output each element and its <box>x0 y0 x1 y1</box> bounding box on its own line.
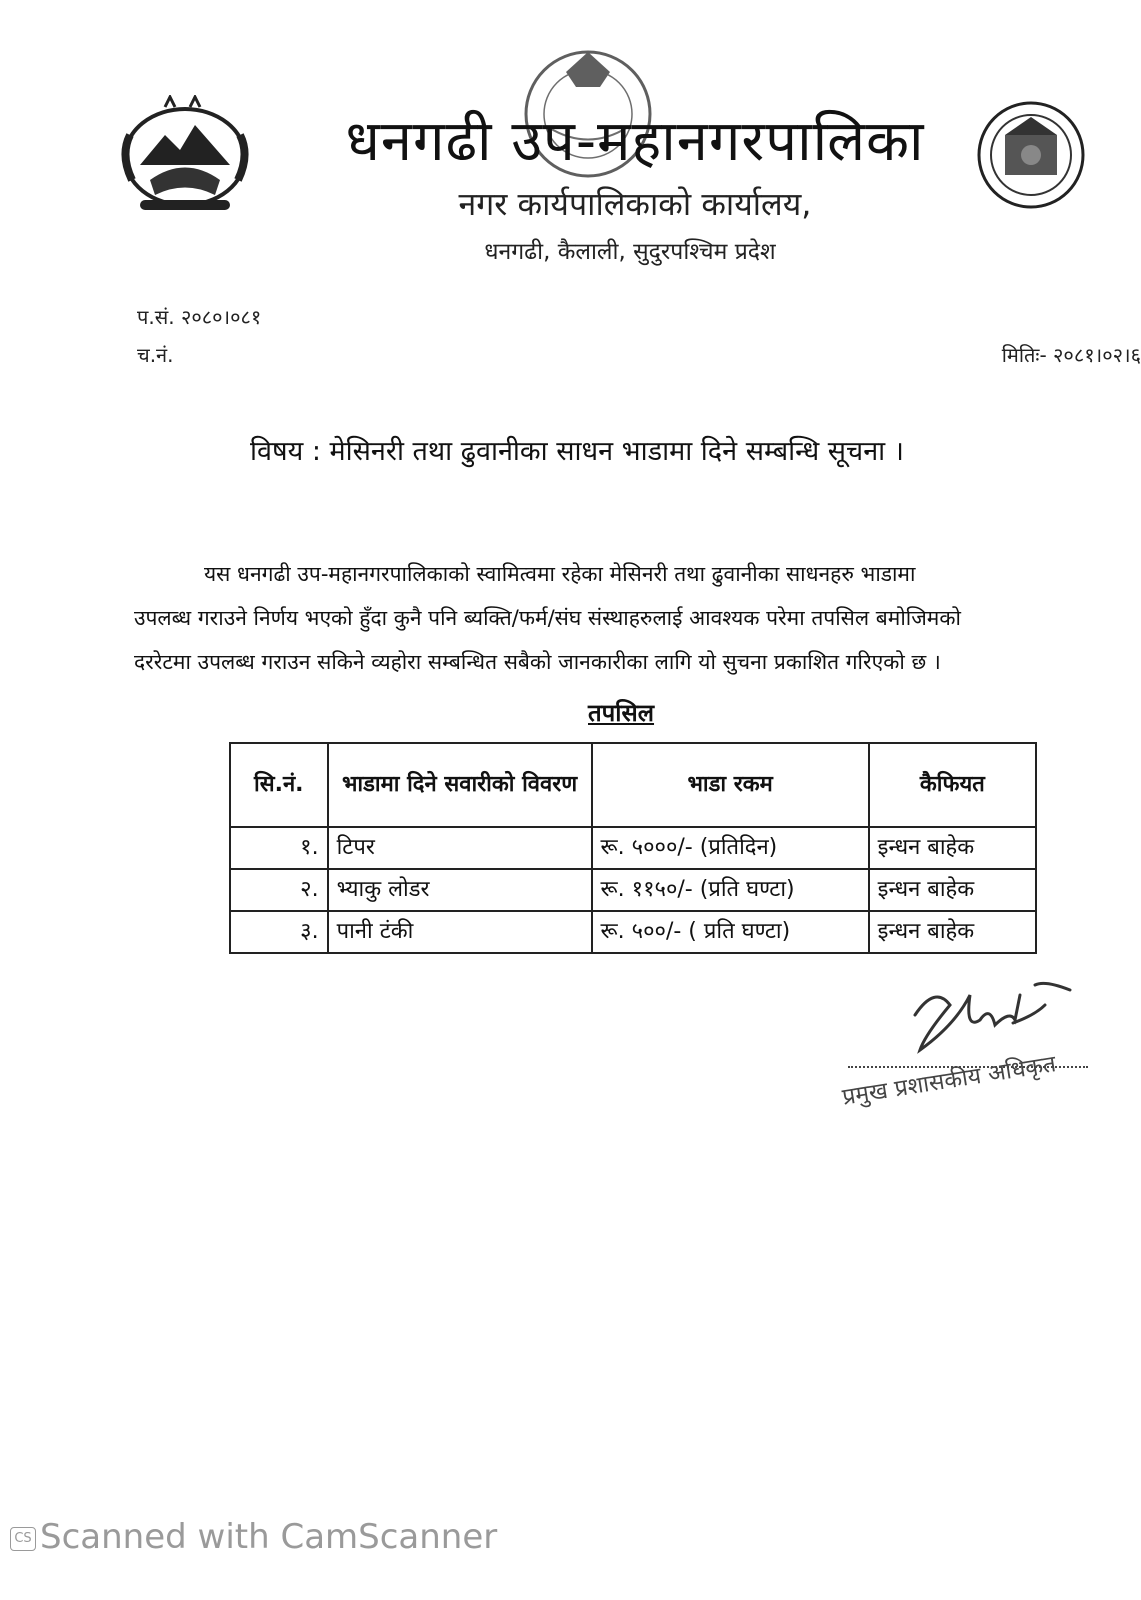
cell-vehicle: पानी टंकी <box>328 911 592 953</box>
organization-name: धनगढी उप-महानगरपालिका <box>345 109 925 174</box>
rental-rate-table <box>229 742 1037 954</box>
cell-amount: रू. ११५०/- (प्रति घण्टा) <box>592 869 869 911</box>
office-address: धनगढी, कैलाली, सुदुरपश्चिम प्रदेश <box>484 239 776 265</box>
cell-vehicle: टिपर <box>328 827 592 869</box>
table-row <box>230 911 1036 953</box>
body-line: उपलब्ध गराउने निर्णय भएको हुँदा कुनै पनि ब्यक्ति/फर्म/संघ संस्थाहरुलाई आवश्यक परेमा तपसिल बमोजिमको <box>134 606 961 630</box>
cell-amount: रू. ५००/- ( प्रति घण्टा) <box>592 911 869 953</box>
cell-remarks: इन्धन बाहेक <box>869 827 1036 869</box>
table-row <box>230 869 1036 911</box>
scanner-watermark <box>10 1517 497 1557</box>
cell-remarks: इन्धन बाहेक <box>869 911 1036 953</box>
cell-vehicle: भ्याकु लोडर <box>328 869 592 911</box>
reference-number: प.सं. २०८०।०८१ <box>137 305 262 329</box>
header-rent-amount: भाडा रकम <box>592 743 869 827</box>
cell-amount: रू. ५०००/- (प्रतिदिन) <box>592 827 869 869</box>
table-row <box>230 827 1036 869</box>
cell-serial-number: ३. <box>230 911 328 953</box>
header-remarks: कैफियत <box>869 743 1036 827</box>
notice-body <box>134 552 1141 684</box>
header-serial-number: सि.नं. <box>230 743 328 827</box>
notice-date: मितिः- २०८१।०२।६ <box>1001 343 1141 367</box>
details-title: तपसिल <box>588 699 655 727</box>
cell-serial-number: २. <box>230 869 328 911</box>
office-name: नगर कार्यपालिकाको कार्यालय, <box>458 185 812 223</box>
letter-number: च.नं. <box>137 343 174 367</box>
cell-remarks: इन्धन बाहेक <box>869 869 1036 911</box>
body-line: यस धनगढी उप-महानगरपालिकाको स्वामित्वमा रहेका मेसिनरी तथा ढुवानीका साधनहरु भाडामा <box>204 562 916 586</box>
cell-serial-number: १. <box>230 827 328 869</box>
camscanner-logo-icon: CS <box>10 1527 36 1551</box>
notice-subject: विषय : मेसिनरी तथा ढुवानीका साधन भाडामा दिने सम्बन्धि सूचना । <box>250 436 904 467</box>
signatory-title: प्रमुख प्रशासकीय अधिकृत <box>840 1051 1058 1111</box>
table-header-row <box>230 743 1036 827</box>
scanner-label: Scanned with CamScanner <box>40 1517 498 1557</box>
body-line: दररेटमा उपलब्ध गराउन सकिने व्यहोरा सम्बन्धित सबैको जानकारीका लागि यो सुचना प्रकाशित गरिएको छ । <box>134 650 941 674</box>
header-vehicle-description: भाडामा दिने सवारीको विवरण <box>328 743 592 827</box>
